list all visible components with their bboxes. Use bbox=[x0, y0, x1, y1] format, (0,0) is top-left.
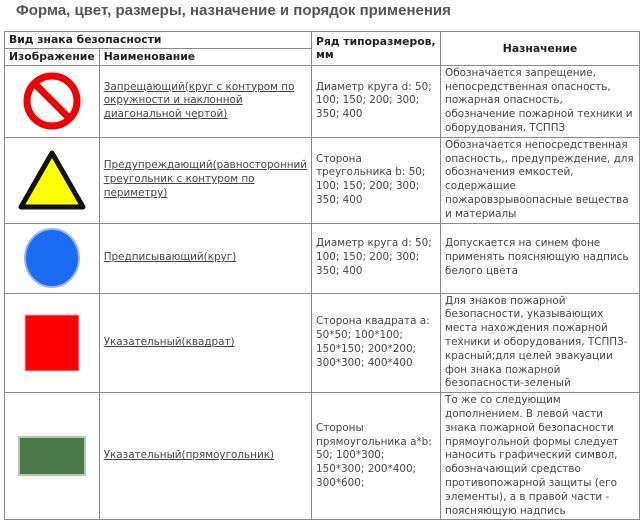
sizes-cell: Стороны прямоугольника a*b: 50; 100*300; 150*300; 200*400; 300*600; bbox=[312, 393, 441, 520]
name-header: Наименование bbox=[99, 49, 311, 66]
purpose-cell: Допускается на синем фоне применять поясняющую надпись белого цвета bbox=[441, 223, 640, 293]
sizes-cell: Сторона треугольника b: 50; 100; 150; 200; 300; 350; 400 bbox=[312, 137, 441, 223]
sizes-cell: Диаметр круга d: 50; 100; 150; 200; 300; 350; 400 bbox=[312, 223, 441, 293]
sign-name-link[interactable]: Предписывающий(круг) bbox=[103, 251, 237, 264]
table-row bbox=[5, 393, 640, 520]
purpose-cell: Обозначается непосредственная опасность,, предупреждение, для обозначения емкостей, содержащие пожаровзрывоопасные вещества и материалы bbox=[441, 137, 640, 223]
sign-name-link[interactable]: Запрещающий(круг с контуром по окружности и наклонной диагональной чертой) bbox=[103, 80, 295, 121]
sizes-header: Ряд типоразмеров, мм bbox=[312, 32, 441, 66]
safety-signs-table bbox=[4, 31, 640, 520]
red-square-icon bbox=[5, 293, 100, 393]
green-rectangle-icon bbox=[5, 393, 100, 520]
purpose-cell: Для знаков пожарной безопасности, указывающих места нахождения пожарной техники и оборудования, ТСППЗ-красный;для целей эвакуации фон знака пожарной безопасности-зеленый bbox=[441, 293, 640, 393]
table-row bbox=[5, 223, 640, 293]
purpose-cell: То же со следующим дополнением. В левой части знака пожарной безопасности прямоугольной формы следует наносить графический символ, обозначающий средство противопожарной защиты (его элементы), а в правой части - поясняющую надпись bbox=[441, 393, 640, 520]
page-title: Форма, цвет, размеры, назначение и порядок применения bbox=[16, 2, 451, 19]
warning-triangle-icon bbox=[5, 137, 100, 223]
sign-name-link[interactable]: Указательный(квадрат) bbox=[103, 335, 235, 348]
prohibition-sign-icon bbox=[5, 65, 100, 137]
sign-name-link[interactable]: Указательный(прямоугольник) bbox=[103, 449, 275, 462]
table-row bbox=[5, 137, 640, 223]
header-row bbox=[5, 32, 640, 49]
purpose-cell: Обозначается запрещение, непосредственная опасность, пожарная опасность, обозначение пожарной техники и оборудования, ТСППЗ bbox=[441, 65, 640, 137]
purpose-header: Назначение bbox=[441, 32, 640, 66]
mandatory-circle-icon bbox=[5, 223, 100, 293]
table-row bbox=[5, 65, 640, 137]
sign-type-header: Вид знака безопасности bbox=[5, 32, 312, 49]
sign-name-link[interactable]: Предупреждающий(равносторонний треугольник с контуром по периметру) bbox=[103, 159, 308, 200]
sizes-cell: Диаметр круга d: 50; 100; 150; 200; 300; 350; 400 bbox=[312, 65, 441, 137]
image-header: Изображение bbox=[5, 49, 100, 66]
table-row bbox=[5, 293, 640, 393]
sizes-cell: Сторона квадрата a: 50*50; 100*100; 150*150; 200*200; 300*300; 400*400 bbox=[312, 293, 441, 393]
